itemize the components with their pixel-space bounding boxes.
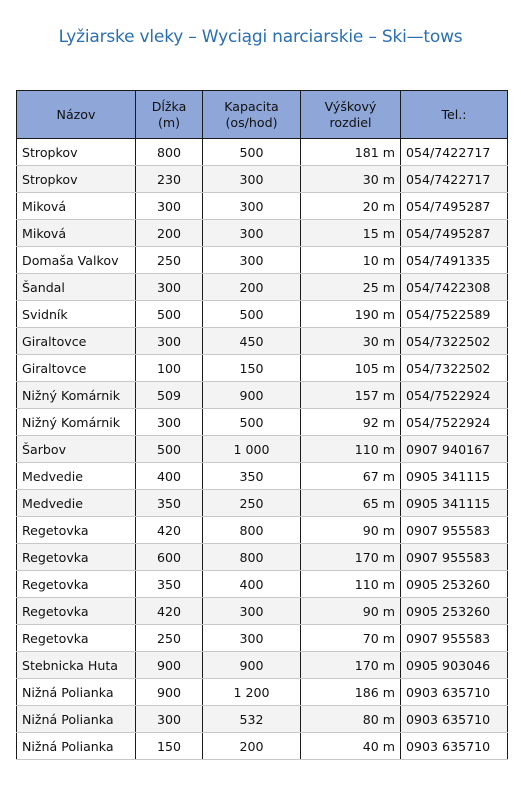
cell-capacity: 450	[203, 328, 301, 355]
cell-name: Svidník	[17, 301, 136, 328]
cell-length: 500	[136, 436, 203, 463]
cell-capacity: 300	[203, 625, 301, 652]
cell-phone: 054/7495287	[401, 193, 508, 220]
cell-name: Nižný Komárnik	[17, 409, 136, 436]
cell-length: 300	[136, 328, 203, 355]
cell-capacity: 150	[203, 355, 301, 382]
cell-length: 400	[136, 463, 203, 490]
cell-name: Šarbov	[17, 436, 136, 463]
cell-capacity: 250	[203, 490, 301, 517]
cell-elevation: 10 m	[301, 247, 401, 274]
cell-length: 420	[136, 517, 203, 544]
table-row	[17, 409, 508, 436]
cell-name: Regetovka	[17, 571, 136, 598]
header-length: Dĺžka (m)	[136, 91, 203, 139]
cell-phone: 054/7322502	[401, 355, 508, 382]
cell-length: 900	[136, 679, 203, 706]
cell-capacity: 300	[203, 220, 301, 247]
table-header-row	[17, 91, 508, 139]
cell-elevation: 40 m	[301, 733, 401, 760]
cell-elevation: 170 m	[301, 652, 401, 679]
cell-name: Regetovka	[17, 517, 136, 544]
cell-capacity: 200	[203, 274, 301, 301]
table-row	[17, 679, 508, 706]
table-row	[17, 247, 508, 274]
cell-elevation: 92 m	[301, 409, 401, 436]
table-row	[17, 517, 508, 544]
table-row	[17, 463, 508, 490]
cell-name: Nižná Polianka	[17, 706, 136, 733]
table-row	[17, 274, 508, 301]
cell-phone: 0905 341115	[401, 490, 508, 517]
cell-name: Nižný Komárnik	[17, 382, 136, 409]
header-name: Názov	[17, 91, 136, 139]
table-row	[17, 355, 508, 382]
cell-elevation: 25 m	[301, 274, 401, 301]
table-row	[17, 571, 508, 598]
cell-phone: 054/7495287	[401, 220, 508, 247]
cell-length: 250	[136, 625, 203, 652]
cell-elevation: 190 m	[301, 301, 401, 328]
cell-elevation: 90 m	[301, 598, 401, 625]
cell-length: 800	[136, 139, 203, 166]
cell-length: 600	[136, 544, 203, 571]
cell-elevation: 105 m	[301, 355, 401, 382]
cell-capacity: 1 000	[203, 436, 301, 463]
cell-name: Medvedie	[17, 463, 136, 490]
cell-elevation: 90 m	[301, 517, 401, 544]
cell-elevation: 110 m	[301, 436, 401, 463]
table-row	[17, 652, 508, 679]
cell-name: Giraltovce	[17, 328, 136, 355]
cell-capacity: 500	[203, 409, 301, 436]
cell-capacity: 500	[203, 301, 301, 328]
cell-elevation: 70 m	[301, 625, 401, 652]
cell-capacity: 900	[203, 382, 301, 409]
cell-elevation: 30 m	[301, 328, 401, 355]
cell-name: Regetovka	[17, 598, 136, 625]
cell-length: 230	[136, 166, 203, 193]
cell-name: Giraltovce	[17, 355, 136, 382]
cell-phone: 054/7522924	[401, 409, 508, 436]
table-row	[17, 436, 508, 463]
cell-capacity: 300	[203, 166, 301, 193]
cell-length: 300	[136, 274, 203, 301]
cell-length: 500	[136, 301, 203, 328]
table-row	[17, 625, 508, 652]
cell-capacity: 200	[203, 733, 301, 760]
page-title: Lyžiarske vleky – Wyciągi narciarskie – Ski—tows	[58, 27, 463, 47]
cell-length: 300	[136, 706, 203, 733]
cell-length: 200	[136, 220, 203, 247]
table-row	[17, 598, 508, 625]
table-body	[17, 139, 508, 760]
cell-capacity: 900	[203, 652, 301, 679]
header-phone: Tel.:	[401, 91, 508, 139]
cell-name: Regetovka	[17, 625, 136, 652]
cell-phone: 054/7322502	[401, 328, 508, 355]
cell-phone: 0907 940167	[401, 436, 508, 463]
table-row	[17, 139, 508, 166]
table-row	[17, 193, 508, 220]
cell-name: Regetovka	[17, 544, 136, 571]
cell-phone: 054/7422308	[401, 274, 508, 301]
cell-capacity: 1 200	[203, 679, 301, 706]
table-row	[17, 382, 508, 409]
cell-length: 509	[136, 382, 203, 409]
table-row	[17, 544, 508, 571]
cell-phone: 054/7422717	[401, 139, 508, 166]
cell-name: Stropkov	[17, 139, 136, 166]
table-row	[17, 706, 508, 733]
cell-elevation: 65 m	[301, 490, 401, 517]
cell-capacity: 800	[203, 517, 301, 544]
cell-name: Stropkov	[17, 166, 136, 193]
cell-capacity: 300	[203, 247, 301, 274]
cell-length: 150	[136, 733, 203, 760]
cell-phone: 0905 341115	[401, 463, 508, 490]
cell-capacity: 500	[203, 139, 301, 166]
table-row	[17, 166, 508, 193]
cell-phone: 0907 955583	[401, 625, 508, 652]
cell-elevation: 80 m	[301, 706, 401, 733]
cell-length: 100	[136, 355, 203, 382]
cell-phone: 0905 253260	[401, 571, 508, 598]
cell-elevation: 110 m	[301, 571, 401, 598]
cell-elevation: 186 m	[301, 679, 401, 706]
cell-phone: 054/7522924	[401, 382, 508, 409]
table-row	[17, 733, 508, 760]
cell-elevation: 15 m	[301, 220, 401, 247]
cell-capacity: 300	[203, 598, 301, 625]
cell-phone: 0903 635710	[401, 679, 508, 706]
cell-name: Miková	[17, 193, 136, 220]
table-row	[17, 490, 508, 517]
table-row	[17, 220, 508, 247]
cell-phone: 0907 955583	[401, 517, 508, 544]
cell-name: Nižná Polianka	[17, 679, 136, 706]
cell-capacity: 400	[203, 571, 301, 598]
ski-lifts-table	[16, 90, 508, 760]
cell-name: Domaša Valkov	[17, 247, 136, 274]
cell-phone: 054/7522589	[401, 301, 508, 328]
cell-phone: 0907 955583	[401, 544, 508, 571]
cell-phone: 0905 903046	[401, 652, 508, 679]
cell-phone: 054/7422717	[401, 166, 508, 193]
cell-name: Šandal	[17, 274, 136, 301]
cell-length: 300	[136, 193, 203, 220]
cell-phone: 0903 635710	[401, 706, 508, 733]
header-capacity: Kapacita (os/hod)	[203, 91, 301, 139]
cell-length: 900	[136, 652, 203, 679]
cell-length: 350	[136, 490, 203, 517]
header-elevation: Výškový rozdiel	[301, 91, 401, 139]
cell-name: Stebnicka Huta	[17, 652, 136, 679]
cell-capacity: 800	[203, 544, 301, 571]
cell-elevation: 170 m	[301, 544, 401, 571]
cell-length: 420	[136, 598, 203, 625]
cell-phone: 0905 253260	[401, 598, 508, 625]
cell-name: Miková	[17, 220, 136, 247]
cell-phone: 0903 635710	[401, 733, 508, 760]
cell-length: 250	[136, 247, 203, 274]
cell-elevation: 157 m	[301, 382, 401, 409]
cell-elevation: 67 m	[301, 463, 401, 490]
cell-capacity: 350	[203, 463, 301, 490]
cell-capacity: 300	[203, 193, 301, 220]
cell-length: 300	[136, 409, 203, 436]
table-row	[17, 328, 508, 355]
cell-name: Nižná Polianka	[17, 733, 136, 760]
cell-elevation: 20 m	[301, 193, 401, 220]
cell-phone: 054/7491335	[401, 247, 508, 274]
cell-length: 350	[136, 571, 203, 598]
cell-elevation: 181 m	[301, 139, 401, 166]
cell-capacity: 532	[203, 706, 301, 733]
cell-elevation: 30 m	[301, 166, 401, 193]
table-row	[17, 301, 508, 328]
cell-name: Medvedie	[17, 490, 136, 517]
